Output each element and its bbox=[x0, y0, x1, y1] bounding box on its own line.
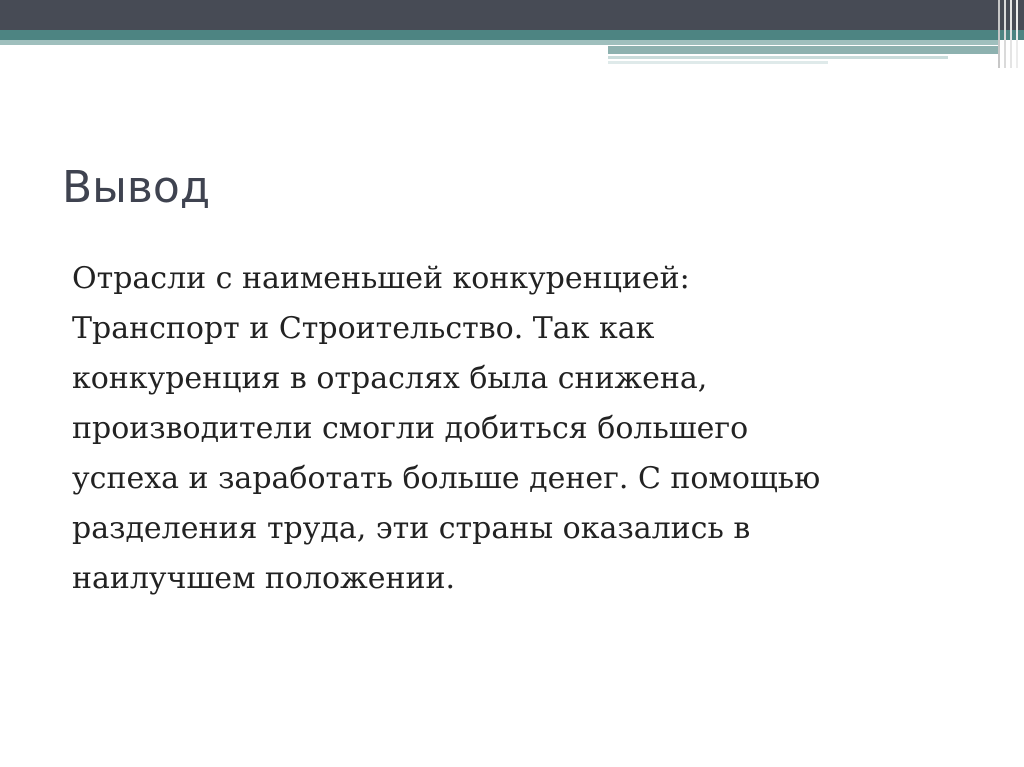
body-line: производители смогли добиться большего bbox=[72, 411, 749, 446]
body-line: разделения труда, эти страны оказались в bbox=[72, 511, 751, 546]
body-line: Отрасли с наименьшей конкуренцией: bbox=[72, 261, 690, 296]
header-stripe bbox=[608, 46, 1000, 54]
slide-title: Вывод bbox=[62, 162, 211, 213]
body-line: успеха и заработать больше денег. С помощью bbox=[72, 461, 821, 496]
header-band-dark bbox=[0, 0, 1024, 30]
body-line: конкуренция в отраслях была снижена, bbox=[72, 361, 708, 396]
header-stripe bbox=[608, 56, 948, 59]
edge-decoration bbox=[996, 0, 1024, 70]
header-stripe bbox=[608, 61, 828, 64]
header-band-teal bbox=[0, 30, 1024, 40]
body-line: наилучшем положении. bbox=[72, 561, 455, 596]
body-line: Транспорт и Строительство. Так как bbox=[72, 311, 655, 346]
slide-body-text bbox=[72, 254, 972, 604]
header-band-teal-light bbox=[0, 40, 1000, 45]
